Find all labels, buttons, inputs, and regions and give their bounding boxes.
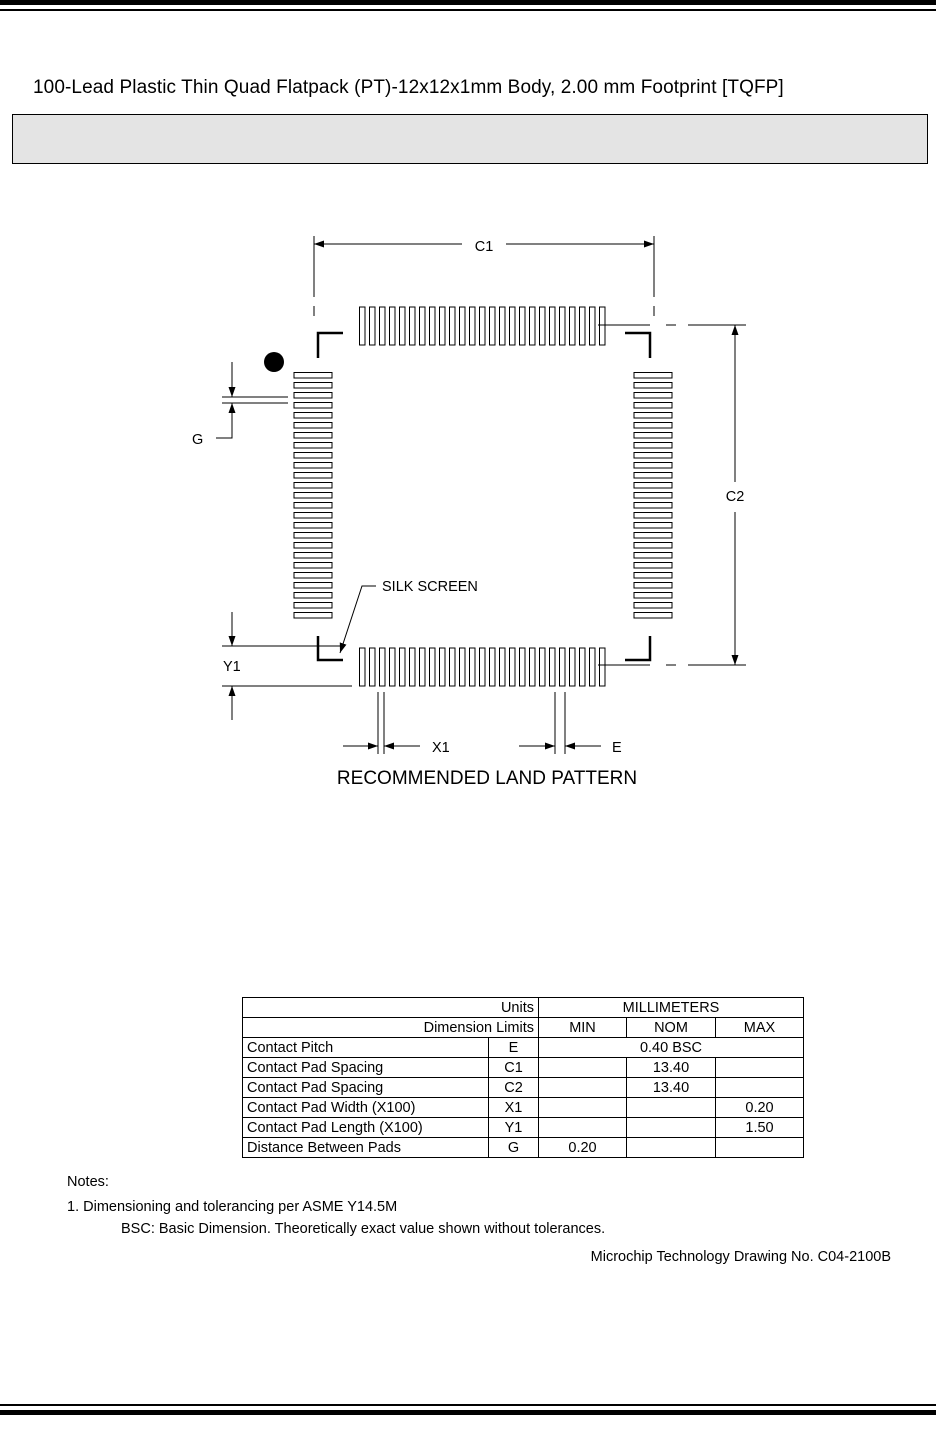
land-pad [634,403,672,409]
land-pad [634,373,672,379]
silk-corner-bottom-right [625,636,650,660]
row-max [716,1078,804,1098]
land-pad [450,648,456,686]
diagram-caption: RECOMMENDED LAND PATTERN [336,768,638,789]
table-row [243,1058,804,1078]
land-pad [490,648,496,686]
row-name: Contact Pad Spacing [243,1078,489,1098]
land-pad [294,473,332,479]
bottom-rule-thick [0,1410,936,1415]
row-symbol: Y1 [489,1118,539,1138]
row-min [539,1058,627,1078]
land-pad [440,307,446,345]
row-symbol: G [489,1138,539,1158]
table-row [243,1078,804,1098]
land-pad [390,648,396,686]
silk-corner-bottom-left [318,636,343,660]
dimension-e [519,692,601,754]
row-name: Distance Between Pads [243,1138,489,1158]
land-pad [294,593,332,599]
row-symbol: E [489,1038,539,1058]
row-nom: 13.40 [627,1078,716,1098]
land-pad [294,493,332,499]
row-nom: 13.40 [627,1058,716,1078]
land-pad [294,413,332,419]
top-rule-thin [0,9,936,11]
row-max: 0.20 [716,1098,804,1118]
pin1-marker-icon [264,352,284,372]
land-pad [634,483,672,489]
land-pad [294,603,332,609]
row-nom [627,1138,716,1158]
land-pad [634,603,672,609]
header-min: MIN [539,1018,627,1038]
page-title: 100-Lead Plastic Thin Quad Flatpack (PT)-12x12x1mm Body, 2.00 mm Footprint [TQFP] [33,77,784,98]
pads-left-column [294,373,332,619]
land-pad [520,648,526,686]
dimension-y1 [222,612,352,720]
silk-screen-corners [318,333,650,660]
dimension-x1 [343,692,420,754]
land-pad [590,648,596,686]
bottom-rule-thin [0,1404,936,1406]
land-pad [294,563,332,569]
pads-top-row [360,307,606,345]
land-pad [410,648,416,686]
land-pad [294,613,332,619]
row-name: Contact Pad Width (X100) [243,1098,489,1118]
row-max [716,1138,804,1158]
land-pad [294,573,332,579]
land-pad [360,307,366,345]
land-pad [634,463,672,469]
table-row [243,1138,804,1158]
land-pad [634,443,672,449]
land-pad [634,393,672,399]
row-max: 1.50 [716,1118,804,1138]
header-max: MAX [716,1018,804,1038]
land-pad [480,307,486,345]
land-pad [360,648,366,686]
land-pad [550,307,556,345]
row-name: Contact Pitch [243,1038,489,1058]
note-box [12,114,928,164]
land-pad [390,307,396,345]
land-pad [294,483,332,489]
table-header-limits [243,1018,804,1038]
land-pad [370,648,376,686]
dimension-g [216,362,288,438]
note-1-sub: BSC: Basic Dimension. Theoretically exact value shown without tolerances. [121,1221,606,1237]
table-header-units [243,998,804,1018]
land-pad [294,503,332,509]
land-pad [634,513,672,519]
land-pad [634,493,672,499]
land-pad [294,433,332,439]
land-pad [420,307,426,345]
label-silk-screen: SILK SCREEN [382,579,478,595]
silk-corner-top-right [625,333,650,358]
land-pad [380,648,386,686]
land-pad [460,307,466,345]
land-pad [294,383,332,389]
land-pattern-diagram [0,200,936,800]
land-pad [634,563,672,569]
land-pad [400,648,406,686]
land-pad [634,583,672,589]
land-pad [294,463,332,469]
land-pad [294,553,332,559]
land-pad [440,648,446,686]
land-pad [430,307,436,345]
land-pad [420,648,426,686]
land-pad [470,307,476,345]
pads-right-column [634,373,672,619]
pads-bottom-row [360,648,606,686]
land-pad [580,648,586,686]
note-1: 1. Dimensioning and tolerancing per ASME Y14.5M [67,1199,398,1215]
land-pad [634,613,672,619]
land-pad [570,648,576,686]
land-pad [480,648,486,686]
land-pad [634,423,672,429]
land-pad [510,648,516,686]
land-pad [294,523,332,529]
land-pad [540,648,546,686]
land-pad [450,307,456,345]
row-symbol: X1 [489,1098,539,1118]
land-pad [500,648,506,686]
land-pad [570,307,576,345]
land-pad [460,648,466,686]
top-rule-thick [0,0,936,5]
land-pad [490,307,496,345]
land-pad [294,453,332,459]
land-pad [500,307,506,345]
land-pad [600,307,606,345]
row-min [539,1098,627,1118]
land-pad [294,423,332,429]
row-nom [627,1098,716,1118]
header-units-label: Units [243,998,539,1018]
header-units-value: MILLIMETERS [539,998,804,1018]
label-e: E [612,740,622,756]
land-pad [634,453,672,459]
land-pad [294,583,332,589]
land-pad [294,533,332,539]
dimensions-table [242,997,804,1158]
land-pad [550,648,556,686]
row-merged-value: 0.40 BSC [539,1038,804,1058]
table-row [243,1098,804,1118]
land-pad [580,307,586,345]
land-pad [634,413,672,419]
land-pad [470,648,476,686]
land-pad [530,648,536,686]
header-dimension-limits: Dimension Limits [243,1018,539,1038]
land-pad [294,373,332,379]
land-pad [294,403,332,409]
land-pad [294,443,332,449]
land-pad [370,307,376,345]
land-pad [634,543,672,549]
silk-corner-top-left [318,333,343,358]
land-pad [634,473,672,479]
row-symbol: C2 [489,1078,539,1098]
land-pad [634,533,672,539]
label-x1: X1 [432,740,450,756]
land-pad [634,573,672,579]
row-name: Contact Pad Spacing [243,1058,489,1078]
land-pad [634,383,672,389]
land-pad [294,513,332,519]
label-c2: C2 [725,489,745,505]
land-pad [510,307,516,345]
land-pad [634,593,672,599]
land-pad [600,648,606,686]
label-c1: C1 [474,239,494,255]
row-max [716,1058,804,1078]
drawing-number: Microchip Technology Drawing No. C04-2100B [590,1249,891,1265]
land-pad [530,307,536,345]
silk-screen-callout [340,586,376,653]
row-min [539,1118,627,1138]
land-pad [540,307,546,345]
row-nom [627,1118,716,1138]
land-pad [634,433,672,439]
table-row [243,1118,804,1138]
row-name: Contact Pad Length (X100) [243,1118,489,1138]
row-symbol: C1 [489,1058,539,1078]
land-pad [590,307,596,345]
land-pad [380,307,386,345]
table-row [243,1038,804,1058]
land-pad [560,307,566,345]
land-pad [520,307,526,345]
land-pad [294,543,332,549]
header-nom: NOM [627,1018,716,1038]
land-pad [294,393,332,399]
land-pad [634,523,672,529]
land-pad [560,648,566,686]
label-g: G [192,432,204,448]
land-pad [634,503,672,509]
label-y1: Y1 [223,659,241,675]
row-min [539,1078,627,1098]
notes-heading: Notes: [67,1174,109,1190]
land-pad [634,553,672,559]
land-pad [400,307,406,345]
land-pad [410,307,416,345]
land-pad [430,648,436,686]
row-min: 0.20 [539,1138,627,1158]
